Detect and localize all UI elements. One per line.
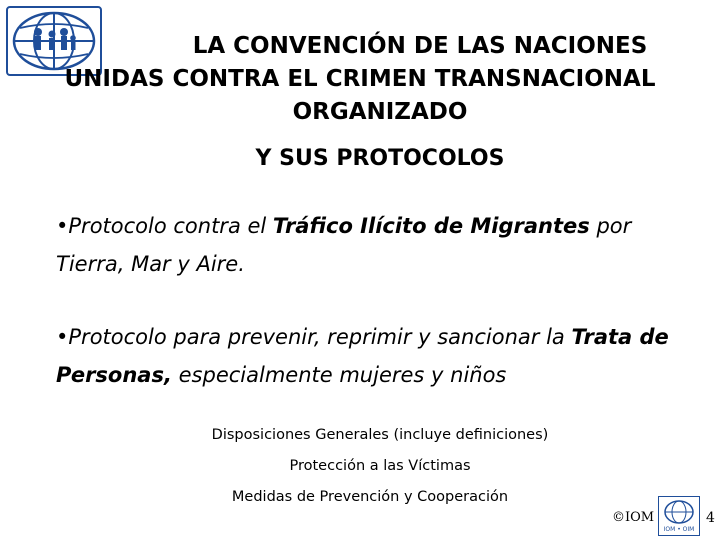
page-title — [40, 30, 720, 129]
bullet-text: especialmente mujeres y niños — [171, 363, 507, 387]
bullet-marker: • — [56, 214, 69, 238]
bullet-text: por Tierra, Mar y Aire. — [56, 214, 632, 276]
sub-item: Medidas de Prevención y Cooperación — [231, 489, 509, 505]
subtitle: Y SUS PROTOCOLOS — [255, 146, 505, 171]
sub-item: Protección a las Víctimas — [289, 458, 471, 474]
title-line-2: UNIDAS CONTRA EL CRIMEN TRANSNACIONAL — [64, 66, 656, 92]
bullet-item — [56, 207, 686, 283]
footer-logo-text: IOM • OIM — [663, 526, 695, 533]
copyright-text: ©IOM — [612, 510, 655, 525]
iom-logo-icon — [658, 496, 700, 536]
title-line-1: LA CONVENCIÓN DE LAS NACIONES — [192, 33, 648, 59]
sub-item: Disposiciones Generales (incluye definiciones) — [211, 427, 549, 443]
bullet-item — [56, 318, 686, 394]
title-line-3: ORGANIZADO — [292, 99, 468, 125]
bullet-text: Protocolo para prevenir, reprimir y sancionar la — [68, 325, 572, 349]
bullet-marker: • — [56, 325, 69, 349]
page-number: 4 — [706, 510, 715, 526]
bullet-bold-text: Trata de Personas, — [56, 325, 669, 387]
bullet-text: Protocolo contra el — [68, 214, 273, 238]
bullet-bold-text: Tráfico Ilícito de Migrantes — [272, 214, 590, 238]
